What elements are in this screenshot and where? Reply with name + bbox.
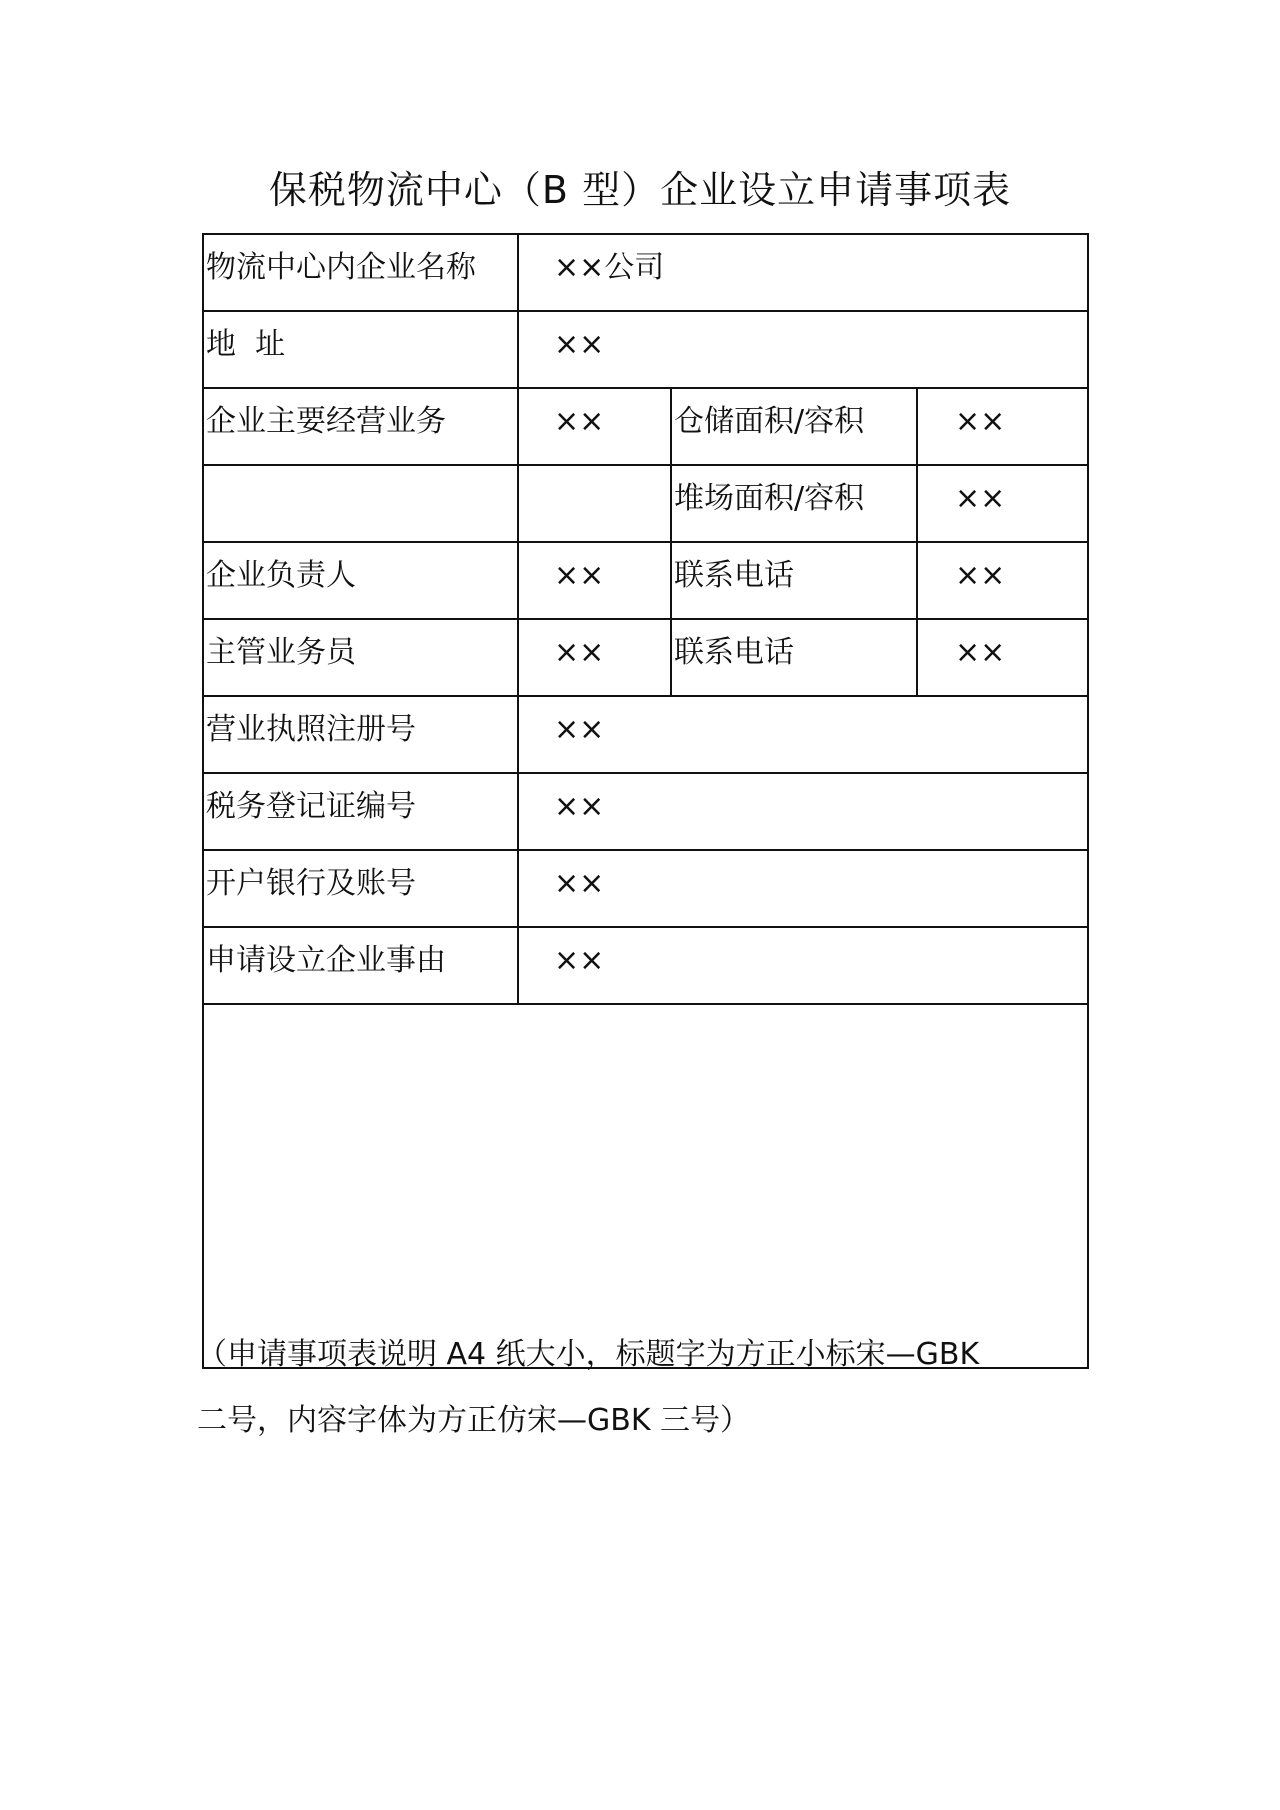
staff-label: 主管业务员 (203, 619, 518, 696)
reason-label: 申请设立企业事由 (203, 927, 518, 1004)
reason-value: ×× (518, 927, 1088, 1004)
table-row (203, 773, 1088, 850)
staff-phone-label: 联系电话 (671, 619, 917, 696)
application-form-table (202, 233, 1089, 1369)
table-row (203, 619, 1088, 696)
main-business-value: ×× (518, 388, 671, 465)
business-license-label: 营业执照注册号 (203, 696, 518, 773)
table-row (203, 850, 1088, 927)
table-row (203, 542, 1088, 619)
legal-person-label: 企业负责人 (203, 542, 518, 619)
empty-cell (518, 465, 671, 542)
table-row (203, 927, 1088, 1004)
note-line-2: 二号，内容字体为方正仿宋—GBK 三号） (197, 1403, 751, 1438)
address-value: ×× (518, 311, 1088, 388)
storage-area-value: ×× (917, 388, 1088, 465)
yard-area-value: ×× (917, 465, 1088, 542)
business-license-value: ×× (518, 696, 1088, 773)
yard-area-label: 堆场面积/容积 (671, 465, 917, 542)
empty-cell (203, 1004, 1088, 1368)
table-row (203, 696, 1088, 773)
table-row (203, 388, 1088, 465)
storage-area-label: 仓储面积/容积 (671, 388, 917, 465)
address-label: 地 址 (203, 311, 518, 388)
main-business-label: 企业主要经营业务 (203, 388, 518, 465)
note-line-1: （申请事项表说明 A4 纸大小，标题字为方正小标宋—GBK (197, 1337, 980, 1372)
legal-person-phone-label: 联系电话 (671, 542, 917, 619)
reason-detail-area (203, 1004, 1088, 1368)
legal-person-value: ×× (518, 542, 671, 619)
bank-account-label: 开户银行及账号 (203, 850, 518, 927)
bank-account-value: ×× (518, 850, 1088, 927)
company-name-value: ××公司 (518, 234, 1088, 311)
page-title: 保税物流中心（B 型）企业设立申请事项表 (268, 168, 1012, 212)
table-row (203, 465, 1088, 542)
table-row (203, 311, 1088, 388)
table-row (203, 234, 1088, 311)
legal-person-phone-value: ×× (917, 542, 1088, 619)
staff-value: ×× (518, 619, 671, 696)
company-name-label: 物流中心内企业名称 (203, 234, 518, 311)
tax-registration-label: 税务登记证编号 (203, 773, 518, 850)
instructions-note (197, 1322, 1097, 1454)
staff-phone-value: ×× (917, 619, 1088, 696)
empty-cell (203, 465, 518, 542)
tax-registration-value: ×× (518, 773, 1088, 850)
